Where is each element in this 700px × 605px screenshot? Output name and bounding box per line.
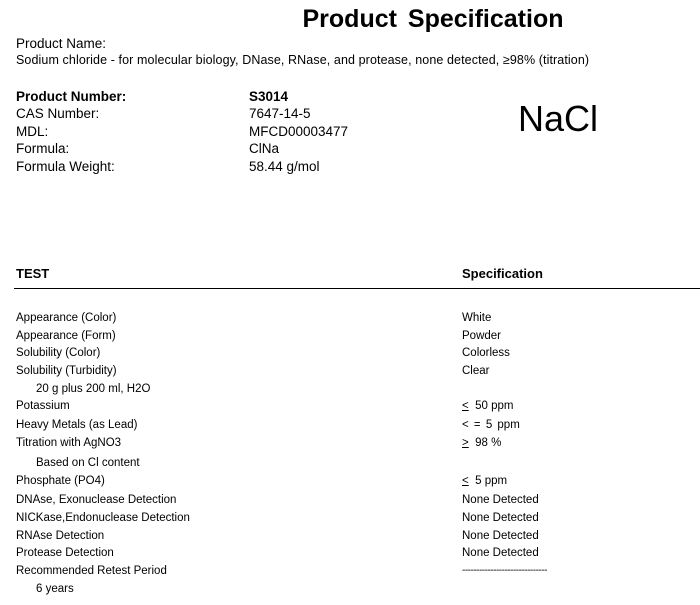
test-retest-duration: 6 years [36,583,74,595]
spec-appearance-form: Powder [462,330,501,342]
spec-dnase: None Detected [462,494,539,506]
spec-potassium-value: 50 ppm [475,400,514,412]
spec-heavy-metals: < = 5 ppm [462,419,520,431]
formula-value: ClNa [249,141,280,156]
less-equal-symbol: < [462,475,469,487]
product-number-label: Product Number: [16,89,127,104]
test-protease: Protease Detection [16,547,114,559]
spec-potassium [462,400,513,412]
specification-column-header: Specification [462,266,543,281]
cas-number-label: CAS Number: [16,106,100,121]
test-titration: Titration with AgNO3 [16,437,122,449]
spec-titration-value: 98 % [475,437,502,449]
spec-phosphate-value: 5 ppm [475,475,508,487]
spec-phosphate [462,475,507,487]
mdl-value: MFCD00003477 [249,124,349,139]
product-name-label: Product Name: [16,36,107,51]
formula-label: Formula: [16,141,70,156]
spec-retest-period: ------------------------------ [462,565,547,576]
test-appearance-color: Appearance (Color) [16,312,117,324]
test-rnase: RNAse Detection [16,530,105,542]
spec-rnase: None Detected [462,530,539,542]
spec-nickase: None Detected [462,512,539,524]
formula-weight-label: Formula Weight: [16,159,115,174]
test-appearance-form: Appearance (Form) [16,330,116,342]
less-equal-symbol: < [462,400,469,412]
cas-number-value: 7647-14-5 [249,106,311,121]
product-name-value: Sodium chloride - for molecular biology, DNase, RNase, and protease, none detected, ≥98% (titration) [16,53,590,67]
test-nickase: NICKase,Endonuclease Detection [16,512,190,524]
spec-solubility-color: Colorless [462,347,510,359]
greater-equal-symbol: > [462,437,469,449]
test-phosphate: Phosphate (PO4) [16,475,105,487]
product-number-value: S3014 [249,89,289,104]
test-titration-basis: Based on Cl content [36,457,140,469]
test-dnase: DNAse, Exonuclease Detection [16,494,177,506]
structure-formula: NaCl [518,98,599,139]
mdl-label: MDL: [16,124,49,139]
spec-protease: None Detected [462,547,539,559]
spec-titration [462,437,501,449]
test-solubility-color: Solubility (Color) [16,347,101,359]
test-heavy-metals: Heavy Metals (as Lead) [16,419,138,431]
test-retest-period: Recommended Retest Period [16,565,167,577]
spec-appearance-color: White [462,312,492,324]
page-title: Product Specification [302,5,564,33]
test-solubility-condition: 20 g plus 200 ml, H2O [36,383,151,395]
formula-weight-value: 58.44 g/mol [249,159,320,174]
spec-solubility-turbidity: Clear [462,365,490,377]
test-potassium: Potassium [16,400,70,412]
header-divider [14,288,700,289]
test-column-header: TEST [16,266,50,281]
test-solubility-turbidity: Solubility (Turbidity) [16,365,117,377]
